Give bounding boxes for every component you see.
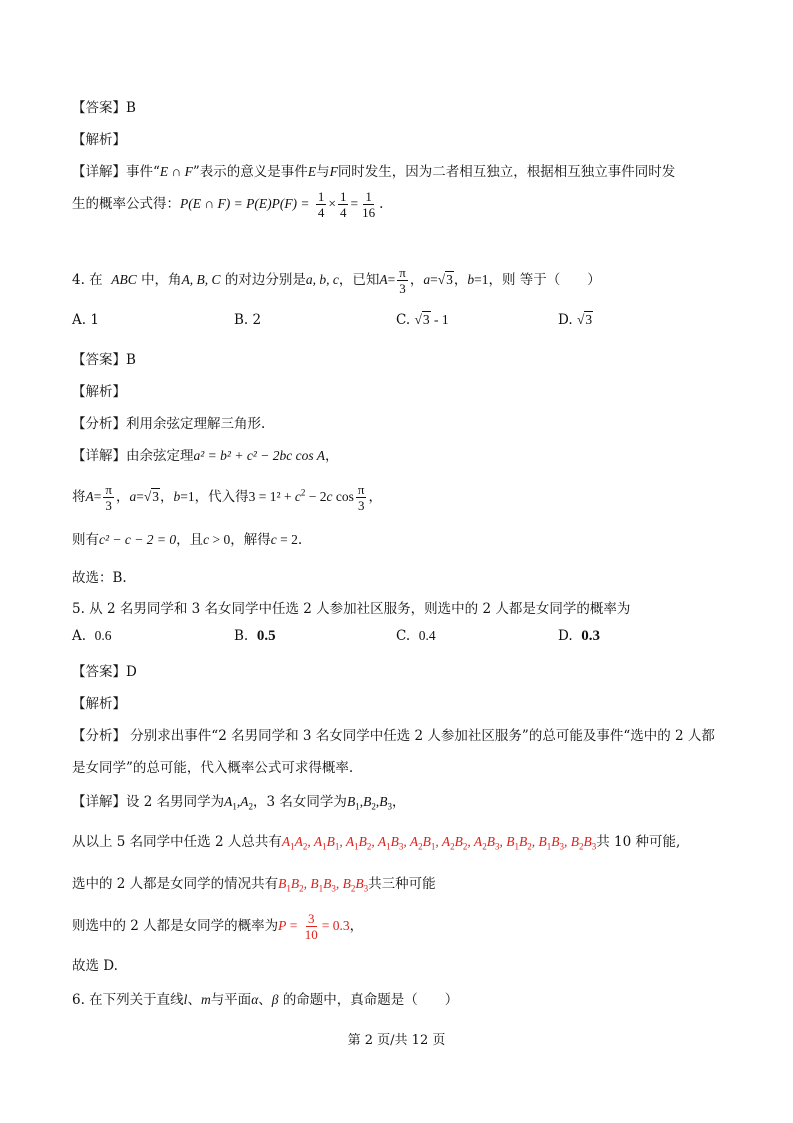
q4-stem: 4. 在 ABC 中，角A, B, C 的对边分别是a, b, c，已知A= $\frac{\pi}{3}$ ，a=√3，b=1，则 等于（ ） [72,265,601,296]
q4-analysis-heading: 【解析】 [72,384,126,400]
fraction: $\frac{1}{4}$ [317,189,325,220]
q5-stem: 5. 从 2 名男同学和 3 名女同学中任选 2 人参加社区服务，则选中的 2 人都是女同学的概率为 [72,601,631,617]
q5-option-b: B. 0.5 [234,628,276,644]
q4-detail-line-1: 【详解】由余弦定理a² = b² + c² − 2bc cos A， [72,448,339,464]
q4-conclusion: 故选：B. [72,570,127,586]
all-pairs: $A_1A_2$, $A_1B_1$, $A_1B_2$, $A_1B_3$, $A_2B_1$, $A_2B_2$, $A_2B_3$, $B_1B_2$, $B_1B_3$, $B_2B_3$ [281,834,597,852]
q4-detail-line-2: 将A= $\frac{\pi}{3}$ ，a=√3，b=1，代入得$3 = 1^2 + c^2 - 2c$ cos $\frac{\pi}{3}$ ， [72,482,382,513]
q5-detail-line-4: 则选中的 2 人都是女同学的概率为P = $\frac{3}{10}$ = 0.3， [72,911,364,942]
page-footer: 第 2 页/共 12 页 [347,1033,446,1048]
q5-analysis-heading: 【解析】 [72,696,126,712]
q5-analysis-line-1: 【分析】 分别求出事件“2 名男同学和 3 名女同学中任选 2 人参加社区服务”的总可能及事件“选中的 2 人都 [72,728,715,744]
q4-option-d: D. √3 [558,312,593,328]
q4-analysis-detail: 【分析】利用余弦定理解三角形. [72,416,266,432]
q5-analysis-line-2: 是女同学”的总可能，代入概率公式可求得概率. [72,760,354,776]
q5-conclusion: 故选 D. [72,958,118,974]
q5-option-c: C. 0.4 [396,628,436,644]
q4-answer: 【答案】B [72,352,136,368]
q5-detail-line-2: 从以上 5 名同学中任选 2 人总共有$A_1A_2$, $A_1B_1$, $A_1B_2$, $A_1B_3$, $A_2B_1$, $A_2B_2$, $A_2B_3$, $B_1B_2$, $B_1B_3$, $B_2B_3$共 10 种可能, [72,834,681,852]
girl-pairs: $B_1B_2$, $B_1B_3$, $B_2B_3$ [278,876,369,894]
q3-detail-line-2: 生的概率公式得：P(E ∩ F) = P(E)P(F) = $\frac{1}{4}$ × $\frac{1}{4}$ = $\frac{1}{16}$ . [72,189,384,220]
q5-option-d: D. 0.3 [558,628,600,644]
q3-analysis-heading: 【解析】 [72,132,126,148]
q3-detail-line-1: 【详解】事件“E ∩ F”表示的意义是事件E与F同时发生，因为二者相互独立，根据相互独立事件同时发 [72,164,676,180]
q4-option-b: B. 2 [234,312,262,328]
q4-detail-line-3: 则有c² − c − 2 = 0，且c > 0，解得c = 2. [72,532,303,548]
q5-detail-line-3: 选中的 2 人都是女同学的情况共有$B_1B_2$, $B_1B_3$, $B_2B_3$共三种可能 [72,876,436,894]
q3-answer: 【答案】B [72,100,136,116]
q5-option-a: A. 0.6 [72,628,112,644]
q4-option-a: A. 1 [72,312,99,328]
q5-answer: 【答案】D [72,664,137,680]
q5-detail-line-1: 【详解】设 2 名男同学为$A_1,A_2$，3 名女同学为$B_1,B_2,B_3$， [72,794,406,812]
q6-stem: 6. 在下列关于直线l、m与平面α、β 的命题中，真命题是（ ） [72,992,459,1008]
q4-option-c: C. √3 - 1 [396,312,449,328]
